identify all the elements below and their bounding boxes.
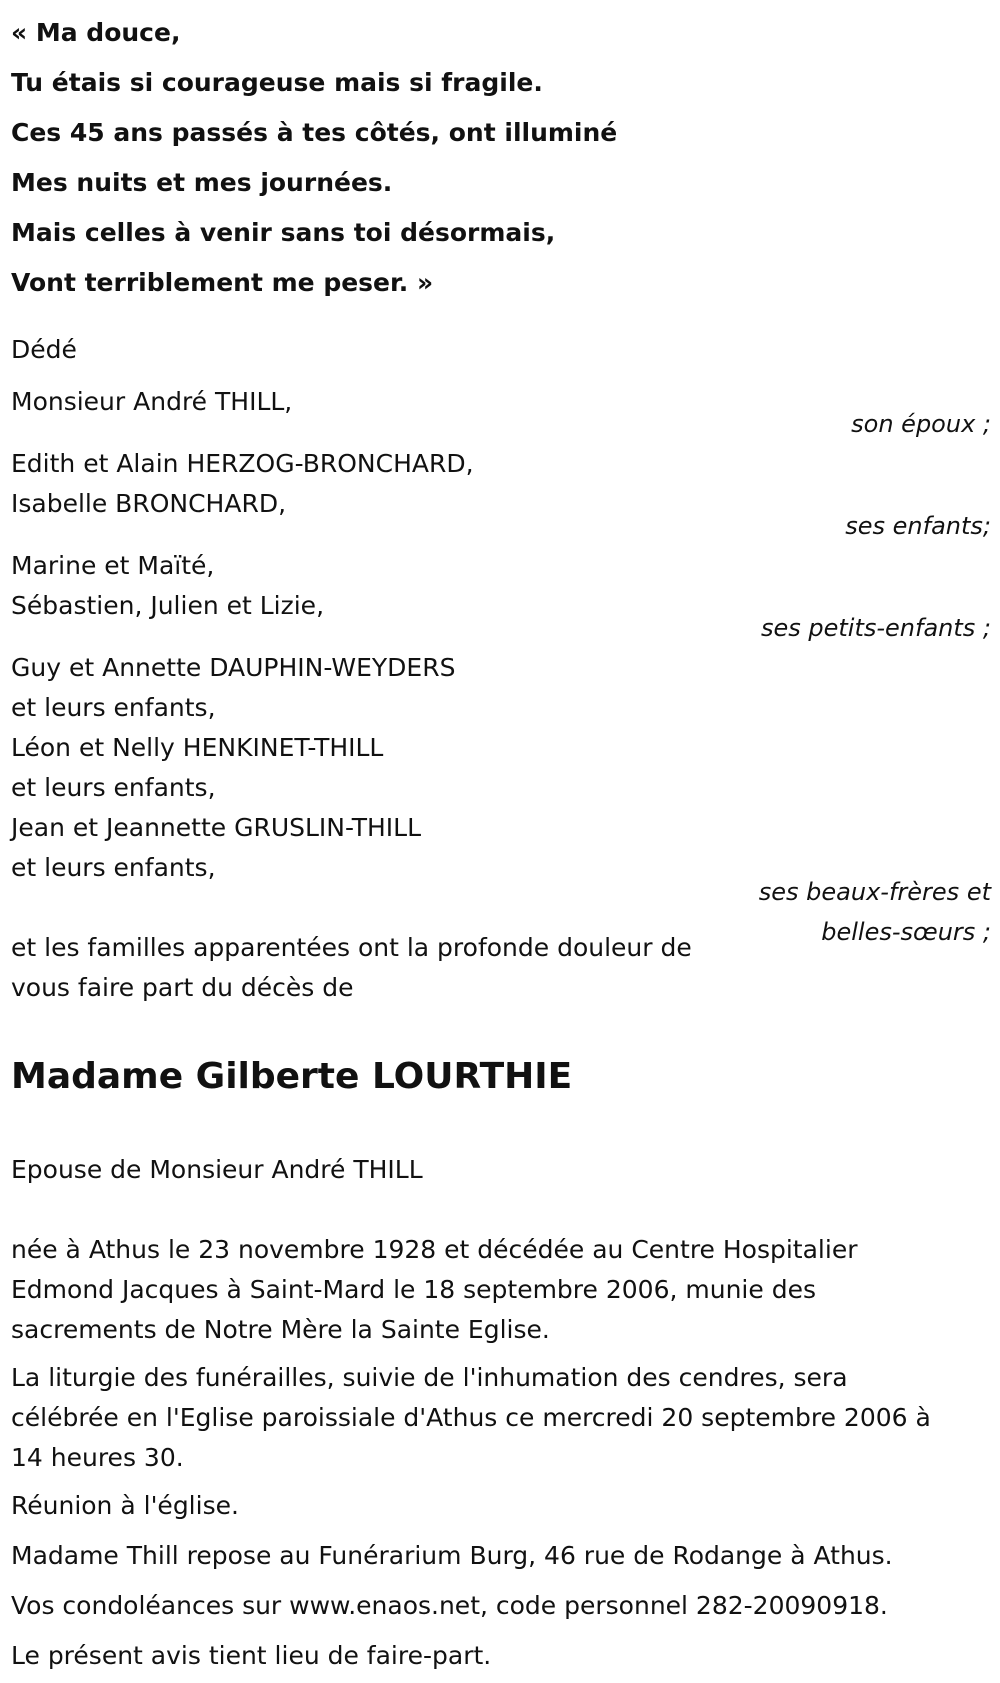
signature [11, 330, 77, 370]
relation-spouse: son époux ; [851, 410, 991, 438]
relation-grandchildren: ses petits-enfants ; [760, 614, 991, 642]
paragraph-line: Edmond Jacques à Saint-Mard le 18 septembre 2006, munie des [11, 1275, 816, 1304]
grandchildren-block [11, 546, 324, 626]
family-line: Isabelle BRONCHARD, [11, 489, 287, 518]
spouse-of-text: Epouse de Monsieur André THILL [11, 1155, 423, 1184]
family-line: Sébastien, Julien et Lizie, [11, 591, 325, 620]
family-line: et leurs enfants, [11, 853, 216, 882]
paragraph-line: 14 heures 30. [11, 1443, 184, 1472]
family-line: Edith et Alain HERZOG-BRONCHARD, [11, 449, 474, 478]
meeting-text: Réunion à l'église. [11, 1491, 239, 1520]
announcement [11, 928, 692, 1008]
spouse-block [11, 382, 292, 422]
relation-in-laws-1: ses beaux-frères et [758, 878, 991, 906]
relation-in-laws-2: belles-sœurs ; [821, 918, 991, 946]
in-laws-block [11, 648, 455, 888]
notice [11, 1636, 996, 1676]
condolences-text: Vos condoléances sur www.enaos.net, code personnel 282-20090918. [11, 1591, 888, 1620]
resting-place [11, 1536, 996, 1576]
relation-children: ses enfants; [845, 512, 991, 540]
deceased-name: Madame Gilberte LOURTHIE [11, 1056, 573, 1097]
signature-text: Dédé [11, 335, 77, 364]
meeting [11, 1486, 996, 1526]
birth-death-paragraph [11, 1230, 996, 1350]
poem [11, 8, 617, 308]
condolences [11, 1586, 996, 1626]
paragraph-line: sacrements de Notre Mère la Sainte Eglise. [11, 1315, 550, 1344]
poem-line: Vont terriblement me peser. » [11, 268, 434, 297]
paragraph-line: née à Athus le 23 novembre 1928 et décédée au Centre Hospitalier [11, 1235, 858, 1264]
paragraph-line: La liturgie des funérailles, suivie de l'inhumation des cendres, sera [11, 1363, 848, 1392]
poem-line: Ces 45 ans passés à tes côtés, ont illuminé [11, 118, 618, 147]
announcement-line: vous faire part du décès de [11, 973, 354, 1002]
resting-text: Madame Thill repose au Funérarium Burg, 46 rue de Rodange à Athus. [11, 1541, 893, 1570]
spouse-of [11, 1150, 996, 1190]
notice-text: Le présent avis tient lieu de faire-part. [11, 1641, 492, 1670]
children-block [11, 444, 474, 524]
announcement-line: et les familles apparentées ont la profonde douleur de [11, 933, 692, 962]
family-line: et leurs enfants, [11, 693, 216, 722]
liturgy-paragraph [11, 1358, 996, 1478]
poem-line: Mes nuits et mes journées. [11, 168, 393, 197]
paragraph-line: célébrée en l'Eglise paroissiale d'Athus ce mercredi 20 septembre 2006 à [11, 1403, 931, 1432]
poem-line: « Ma douce, [11, 18, 181, 47]
family-line: Marine et Maïté, [11, 551, 215, 580]
poem-line: Mais celles à venir sans toi désormais, [11, 218, 556, 247]
family-line: Guy et Annette DAUPHIN-WEYDERS [11, 653, 456, 682]
family-line: Léon et Nelly HENKINET-THILL [11, 733, 384, 762]
family-line: Monsieur André THILL, [11, 387, 293, 416]
family-line: et leurs enfants, [11, 773, 216, 802]
family-line: Jean et Jeannette GRUSLIN-THILL [11, 813, 422, 842]
poem-line: Tu étais si courageuse mais si fragile. [11, 68, 543, 97]
